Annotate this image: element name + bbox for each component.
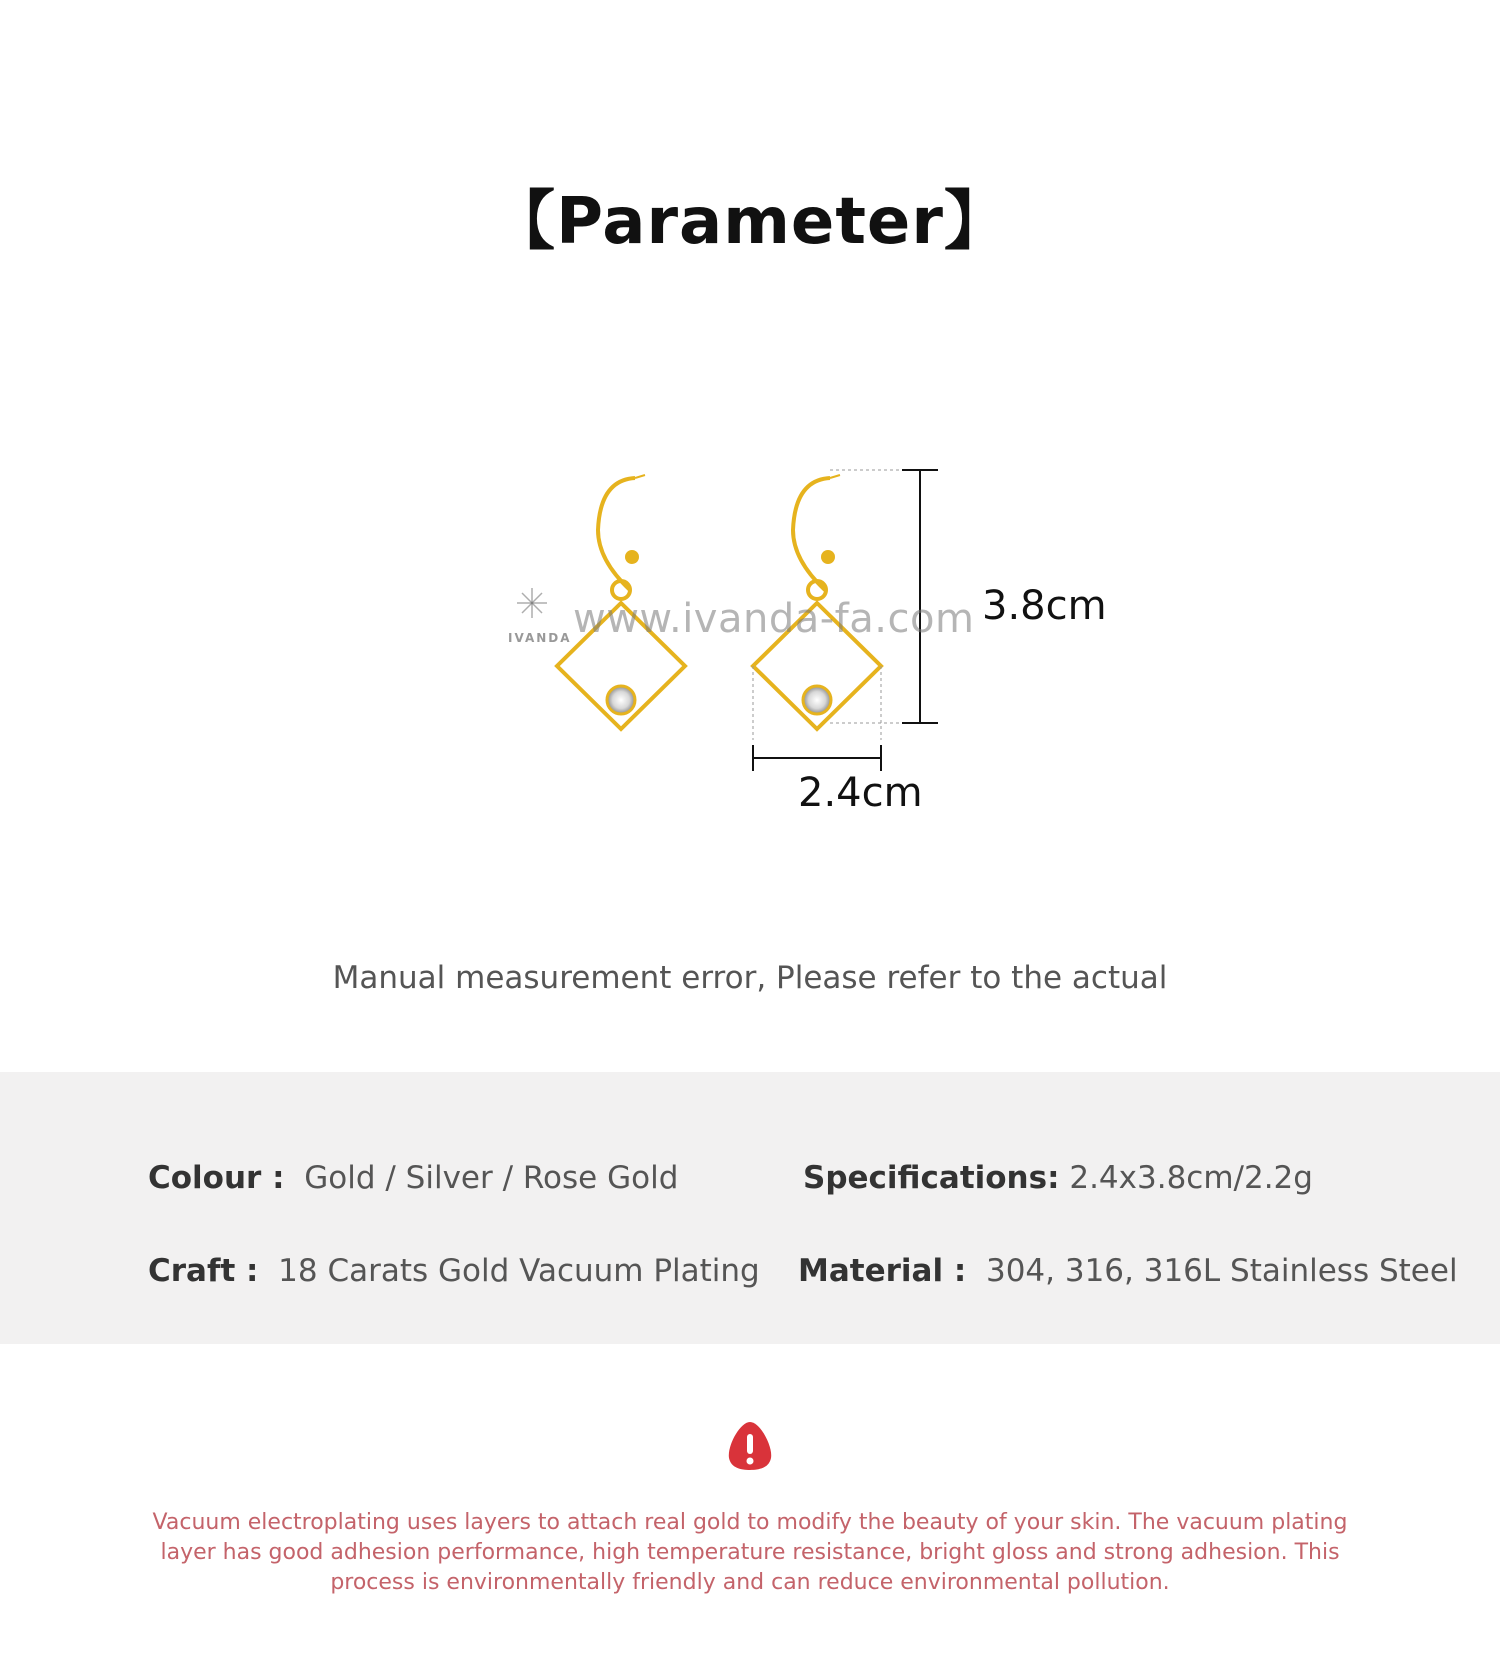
- spec-material: [798, 1253, 1458, 1289]
- watermark-brand: IVANDA: [508, 631, 572, 645]
- spec-craft: [148, 1253, 760, 1289]
- watermark-url: www.ivanda-fa.com: [573, 596, 975, 642]
- spec-specifications: [803, 1160, 1313, 1196]
- watermark-star-icon: [517, 588, 547, 618]
- specifications-value: 2.4x3.8cm/2.2g: [1069, 1160, 1313, 1196]
- specifications-label: Specifications:: [803, 1160, 1060, 1196]
- material-label: Material :: [798, 1253, 967, 1289]
- height-label: 3.8cm: [982, 583, 1107, 629]
- colour-value: Gold / Silver / Rose Gold: [304, 1160, 679, 1196]
- colour-label: Colour :: [148, 1160, 285, 1196]
- left-earring-ball: [625, 550, 639, 564]
- product-figure: [480, 440, 1120, 820]
- spec-panel: [0, 1072, 1500, 1344]
- material-value: 304, 316, 316L Stainless Steel: [985, 1253, 1458, 1289]
- spec-colour: [148, 1160, 678, 1196]
- page-title: 【Parameter】: [491, 185, 1009, 259]
- left-earring-gem: [607, 686, 635, 714]
- right-earring-ball: [821, 550, 835, 564]
- exclamation-icon: [727, 1420, 773, 1477]
- craft-label: Craft :: [148, 1253, 259, 1289]
- width-dimension-line: [753, 745, 881, 771]
- measurement-note: Manual measurement error, Please refer to the actual: [332, 960, 1168, 996]
- width-label: 2.4cm: [798, 770, 923, 816]
- warning-text: Vacuum electroplating uses layers to attach real gold to modify the beauty of your skin. The vacuum plating layer has good adhesion performance, high temperature resistance, bright gloss and strong adhesion. This process is environmentally friendly and can reduce environmental pollution.: [152, 1510, 1348, 1595]
- craft-value: 18 Carats Gold Vacuum Plating: [278, 1253, 760, 1289]
- right-earring-gem: [803, 686, 831, 714]
